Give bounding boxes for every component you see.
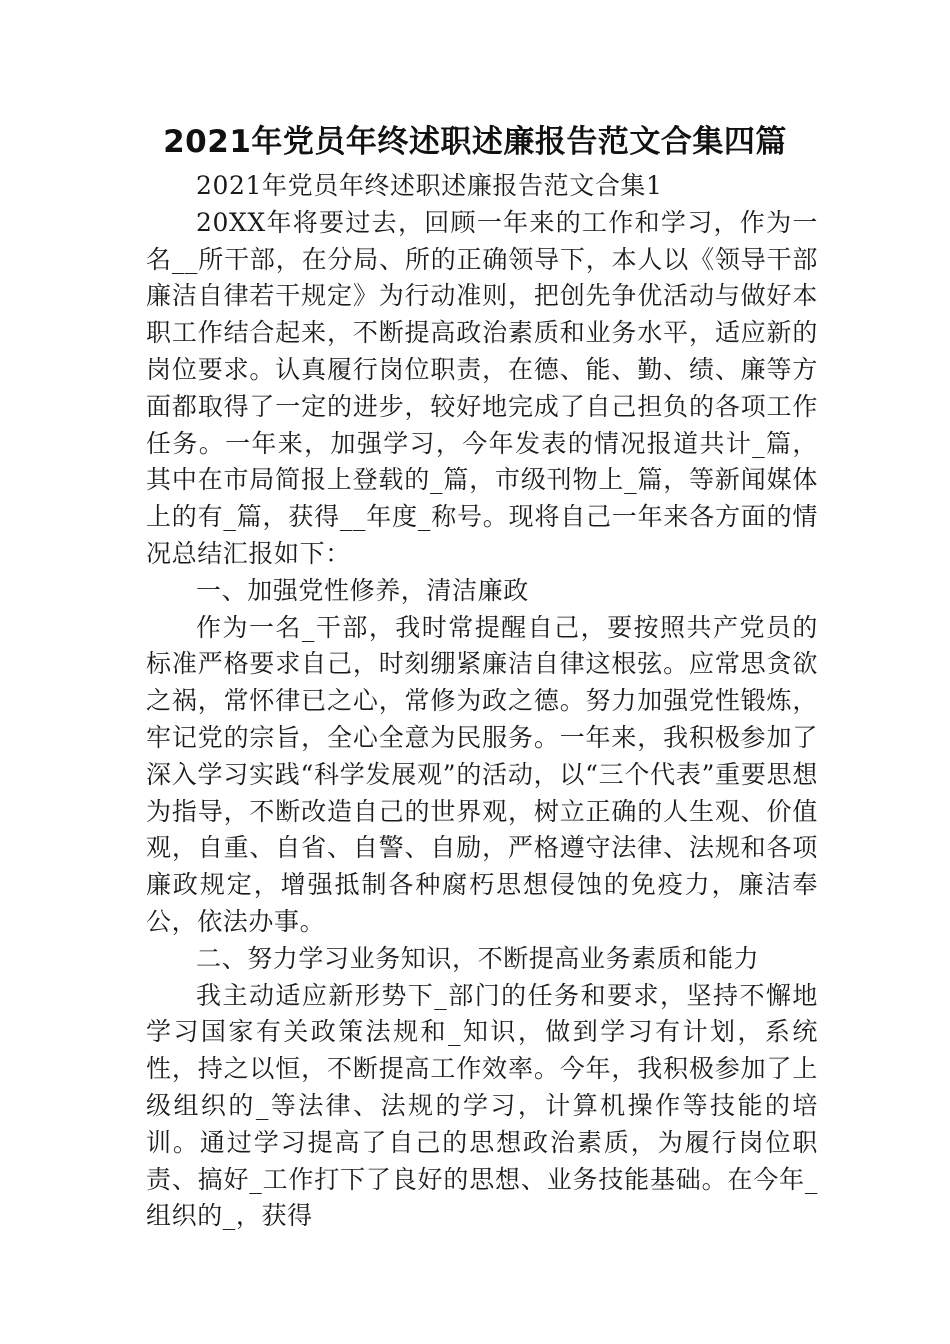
document-body	[146, 168, 818, 1235]
paragraph-section-2: 我主动适应新形势下_部门的任务和要求，坚持不懈地学习国家有关政策法规和_知识，做到学习有计划，系统性，持之以恒，不断提高工作效率。今年，我积极参加了上级组织的_等法律、法规的学习，计算机操作等技能的培训。通过学习提高了自己的思想政治素质，为履行岗位职责、搞好_工作打下了良好的思想、业务技能基础。在今年_组织的_，获得	[146, 980, 818, 1231]
paragraph-intro: 20XX年将要过去，回顾一年来的工作和学习，作为一名__所干部，在分局、所的正确领导下，本人以《领导干部廉洁自律若干规定》为行动准则，把创先争优活动与做好本职工作结合起来，不断提高政治素质和业务水平，适应新的岗位要求。认真履行岗位职责，在德、能、勤、绩、廉等方面都取得了一定的进步，较好地完成了自己担负的各项工作任务。一年来，加强学习，今年发表的情况报道共计_篇，其中在市局简报上登载的_篇，市级刊物上_篇，等新闻媒体上的有_篇，获得__年度_称号。现将自己一年来各方面的情况总结汇报如下：	[146, 207, 818, 568]
section-heading-1: 一、加强党性修养，清洁廉政	[196, 575, 529, 605]
section-heading-2: 二、努力学习业务知识，不断提高业务素质和能力	[196, 943, 760, 973]
paragraph-section-1: 作为一名_干部，我时常提醒自己，要按照共产党员的标准严格要求自己，时刻绷紧廉洁自律这根弦。应常思贪欲之祸，常怀律已之心，常修为政之德。努力加强党性锻炼，牢记党的宗旨，全心全意为民服务。一年来，我积极参加了深入学习实践“科学发展观”的活动，以“三个代表”重要思想为指导，不断改造自己的世界观，树立正确的人生观、价值观，自重、自省、自警、自励，严格遵守法律、法规和各项廉政规定，增强抵制各种腐朽思想侵蚀的免疫力，廉洁奉公，依法办事。	[146, 612, 818, 936]
document-title: 2021年党员年终述职述廉报告范文合集四篇	[163, 124, 787, 160]
section-subtitle: 2021年党员年终述职述廉报告范文合集1	[196, 171, 663, 200]
